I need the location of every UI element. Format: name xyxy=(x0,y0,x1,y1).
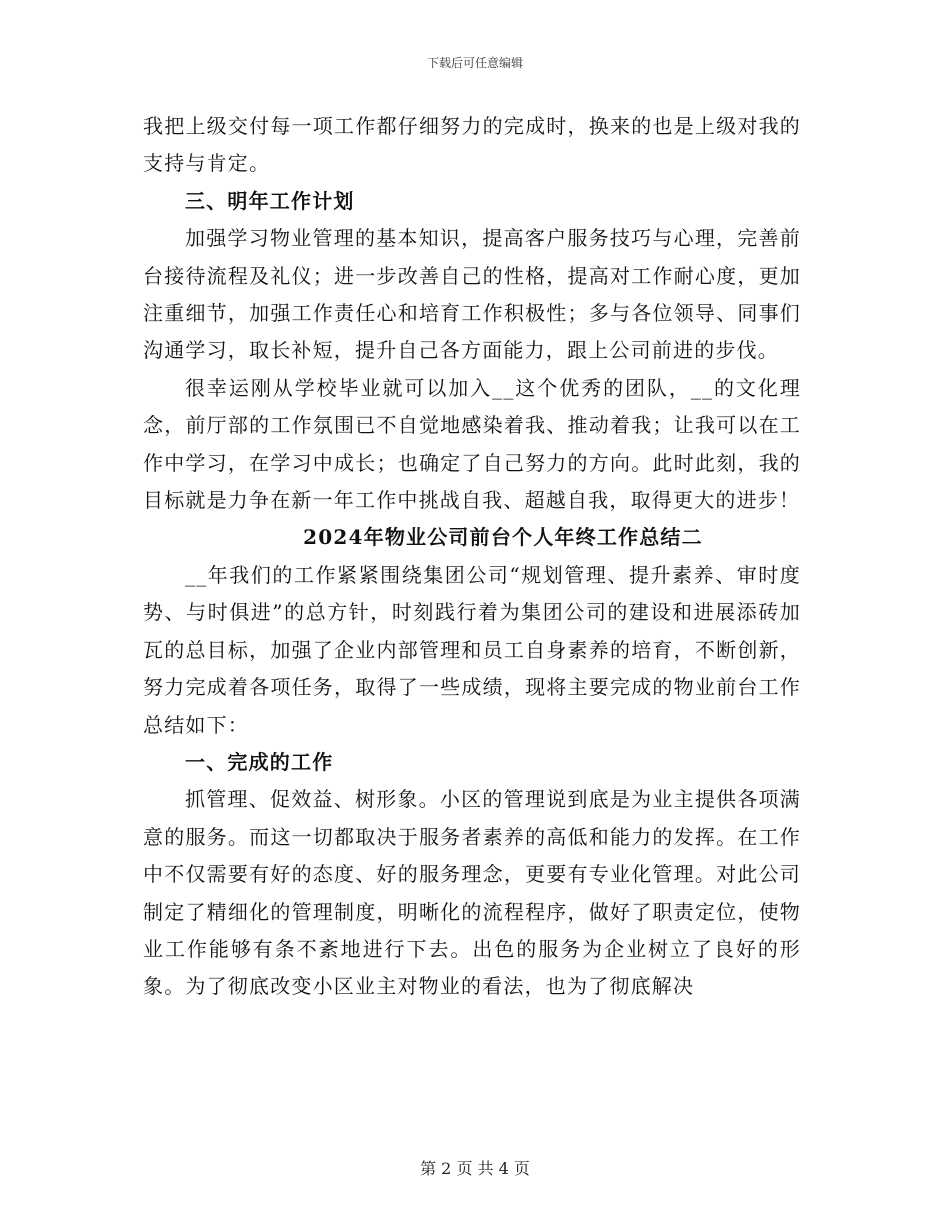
page-header: 下载后可任意编辑 xyxy=(426,56,523,70)
document-title: 2024年物业公司前台个人年终工作总结二 xyxy=(303,525,703,550)
paragraph: 很幸运刚从学校毕业就可以加入__这个优秀的团队，__的文化理念，前厅部的工作氛围已不自觉地感染着我、推动着我；让我可以在工作中学习，在学习中成长；也确定了自己努力的方向。此时此刻，我的目标就是力争在新一年工作中挑战自我、超越自我，取得更大的进步！ xyxy=(143,375,801,513)
paragraph: 我把上级交付每一项工作都仔细努力的完成时，换来的也是上级对我的支持与肯定。 xyxy=(143,114,801,176)
section-heading: 一、完成的工作 xyxy=(185,749,334,774)
section-heading: 三、明年工作计划 xyxy=(185,188,355,213)
page-footer: 第 2 页 共 4 页 xyxy=(420,1159,530,1178)
document-body xyxy=(143,108,801,1006)
paragraph: __年我们的工作紧紧围绕集团公司“规划管理、提升素养、审时度势、与时俱进”的总方针，时刻践行着为集团公司的建设和进展添砖加瓦的总目标，加强了企业内部管理和员工自身素养的培育，不断创新，努力完成着各项任务，取得了一些成绩，现将主要完成的物业前台工作总结如下： xyxy=(143,562,801,737)
paragraph: 抓管理、促效益、树形象。小区的管理说到底是为业主提供各项满意的服务。而这一切都取决于服务者素养的高低和能力的发挥。在工作中不仅需要有好的态度、好的服务理念，更要有专业化管理。对此公司制定了精细化的管理制度，明晰化的流程程序，做好了职责定位，使物业工作能够有条不紊地进行下去。出色的服务为企业树立了良好的形象。为了彻底改变小区业主对物业的看法，也为了彻底解决 xyxy=(143,787,801,999)
paragraph: 加强学习物业管理的基本知识，提高客户服务技巧与心理，完善前台接待流程及礼仪；进一步改善自己的性格，提高对工作耐心度，更加注重细节，加强工作责任心和培育工作积极性；多与各位领导、同事们沟通学习，取长补短，提升自己各方面能力，跟上公司前进的步伐。 xyxy=(143,226,801,363)
